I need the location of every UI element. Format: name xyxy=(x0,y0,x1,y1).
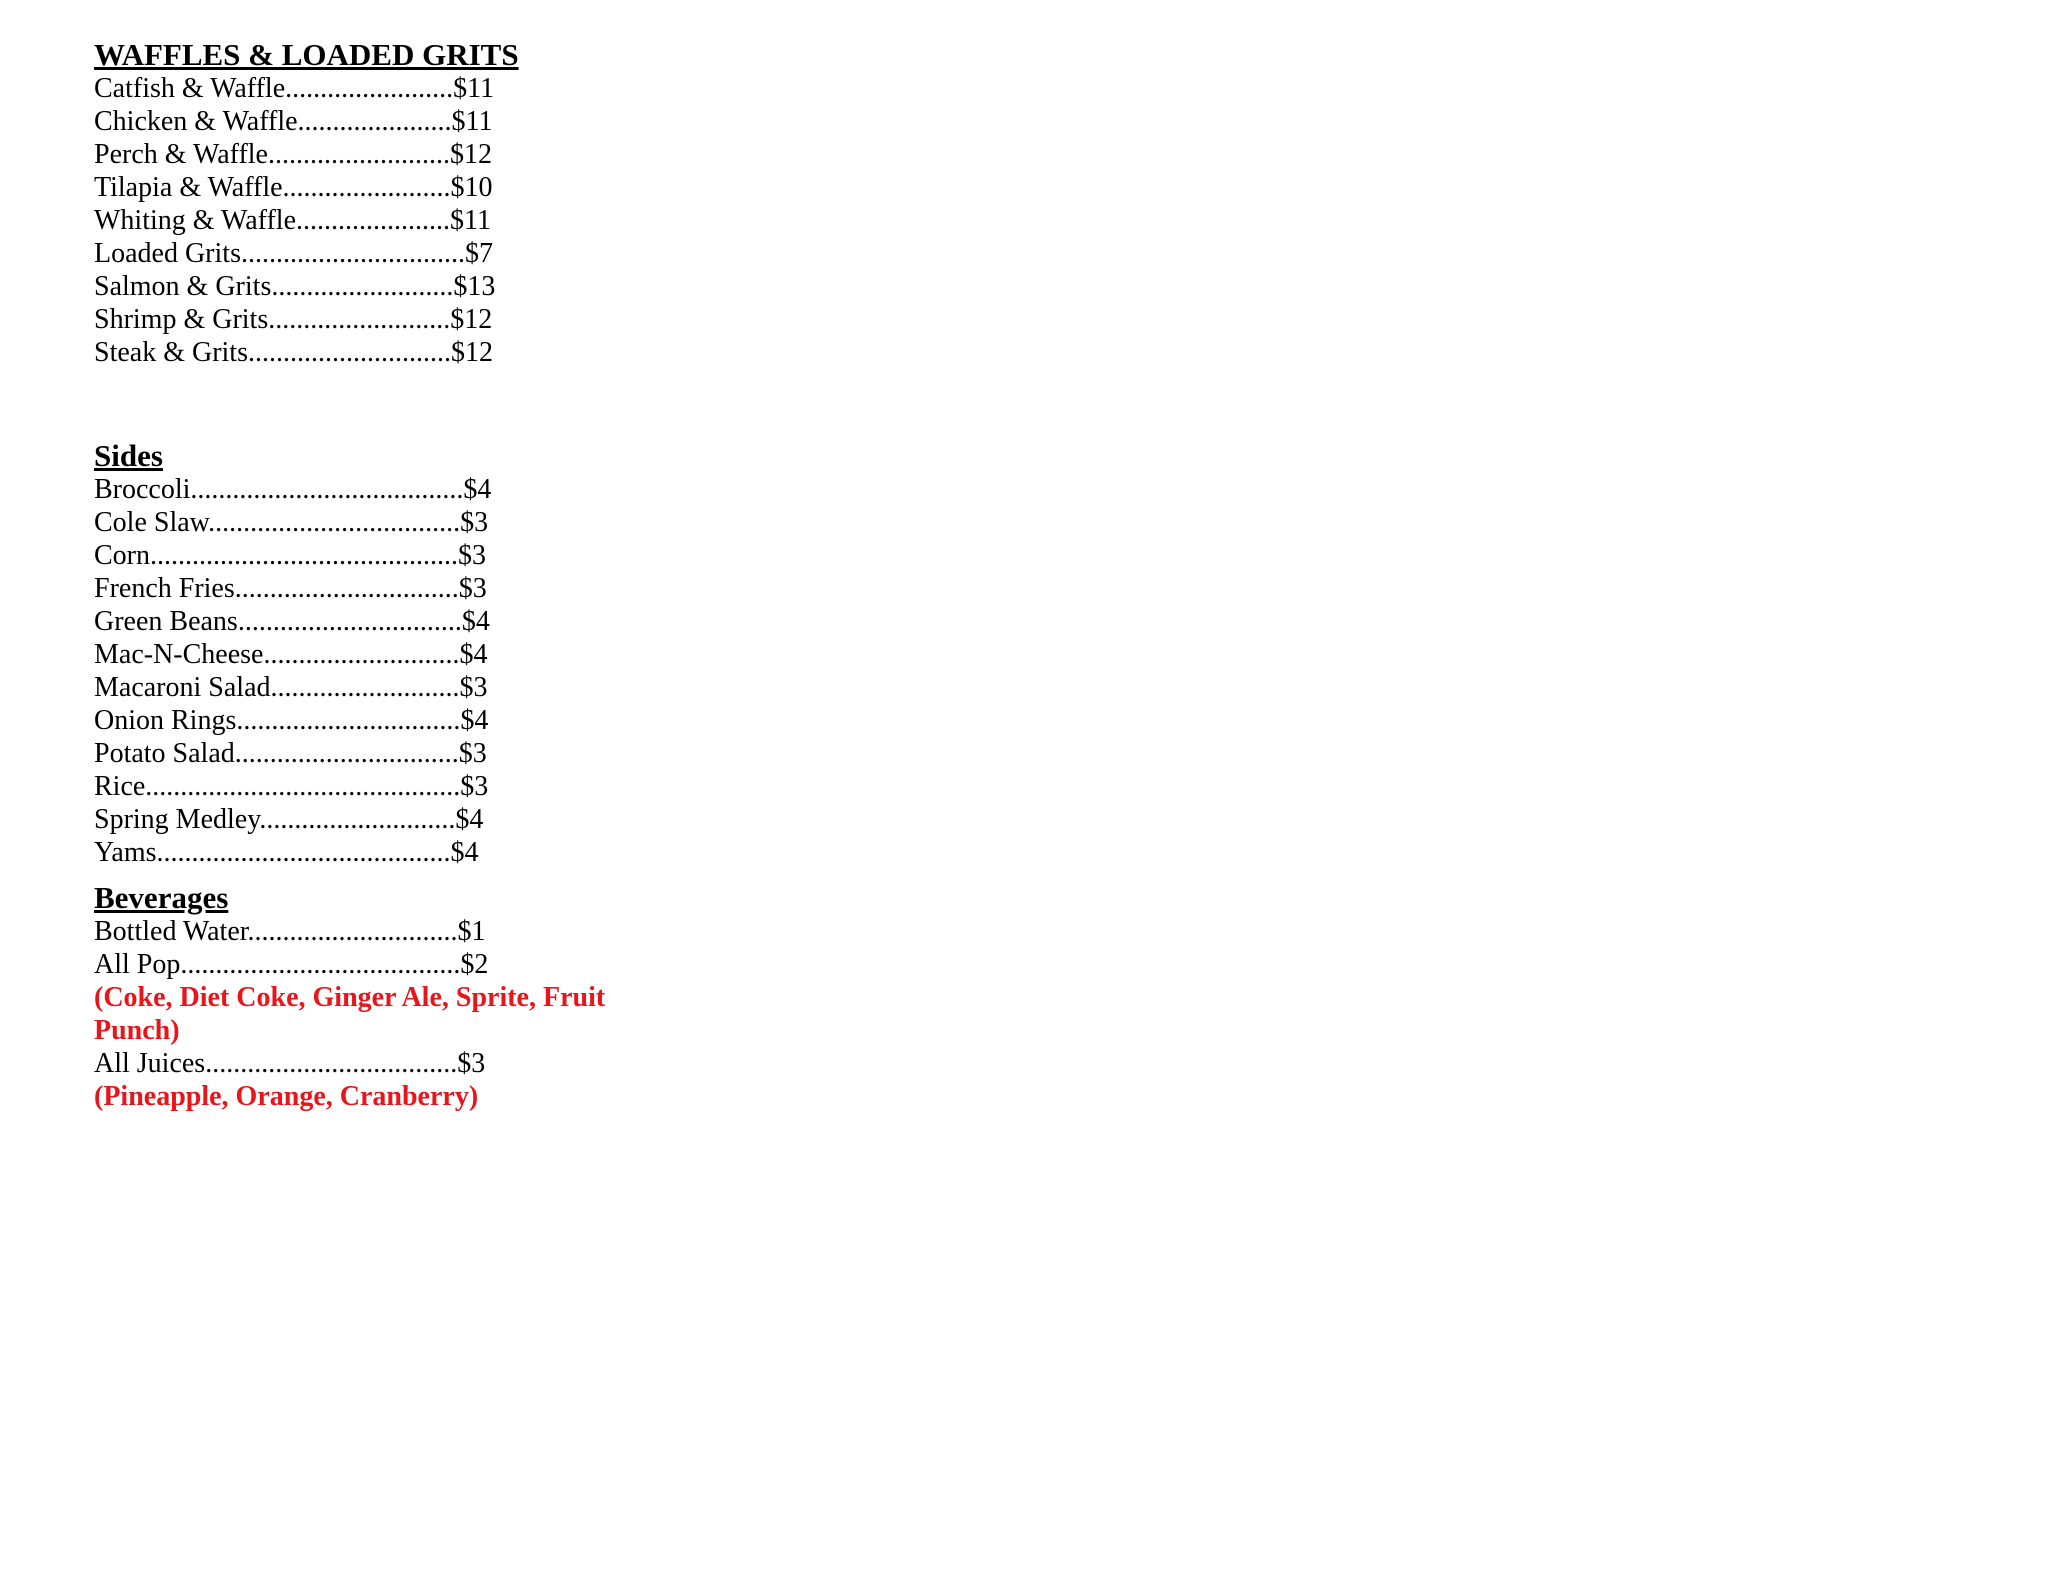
juice-flavors-note: (Pineapple, Orange, Cranberry) xyxy=(94,1081,479,1112)
menu-item-perch-waffle: Perch & Waffle..........................$12 xyxy=(94,139,492,170)
beverages-section xyxy=(94,881,734,1113)
menu-item-steak-grits: Steak & Grits.............................$12 xyxy=(94,337,493,368)
menu-page xyxy=(94,38,734,1113)
sides-section xyxy=(94,439,734,869)
sides-heading: Sides xyxy=(94,438,163,473)
menu-item-french-fries: French Fries................................$3 xyxy=(94,573,487,604)
menu-item-yams: Yams..........................................$4 xyxy=(94,837,479,868)
menu-item-chicken-waffle: Chicken & Waffle......................$11 xyxy=(94,106,493,137)
menu-item-broccoli: Broccoli.......................................$4 xyxy=(94,474,492,505)
menu-item-green-beans: Green Beans................................$4 xyxy=(94,606,490,637)
menu-item-corn: Corn............................................$3 xyxy=(94,540,486,571)
menu-item-spring-medley: Spring Medley............................$4 xyxy=(94,804,484,835)
menu-item-onion-rings: Onion Rings................................$4 xyxy=(94,705,489,736)
pop-flavors-note: (Coke, Diet Coke, Ginger Ale, Sprite, Fruit Punch) xyxy=(94,982,606,1046)
menu-item-catfish-waffle: Catfish & Waffle........................$11 xyxy=(94,73,495,104)
menu-item-bottled-water: Bottled Water..............................$1 xyxy=(94,916,486,947)
waffles-heading: WAFFLES & LOADED GRITS xyxy=(94,37,519,72)
menu-item-all-juices: All Juices....................................$3 xyxy=(94,1048,486,1079)
menu-item-whiting-waffle: Whiting & Waffle......................$11 xyxy=(94,205,491,236)
menu-item-cole-slaw: Cole Slaw....................................$3 xyxy=(94,507,489,538)
menu-item-loaded-grits: Loaded Grits................................$7 xyxy=(94,238,493,269)
menu-item-shrimp-grits: Shrimp & Grits..........................$12 xyxy=(94,304,493,335)
menu-item-macaroni-salad: Macaroni Salad...........................$3 xyxy=(94,672,488,703)
menu-item-rice: Rice.............................................$3 xyxy=(94,771,489,802)
menu-item-potato-salad: Potato Salad................................$3 xyxy=(94,738,487,769)
waffles-section xyxy=(94,38,734,369)
section-spacer xyxy=(94,369,734,439)
menu-item-salmon-grits: Salmon & Grits..........................$13 xyxy=(94,271,496,302)
beverages-heading: Beverages xyxy=(94,880,229,915)
menu-item-tilapia-waffle: Tilapia & Waffle........................$10 xyxy=(94,172,493,203)
menu-item-all-pop: All Pop........................................$2 xyxy=(94,949,489,980)
menu-item-mac-n-cheese: Mac-N-Cheese............................$4 xyxy=(94,639,488,670)
